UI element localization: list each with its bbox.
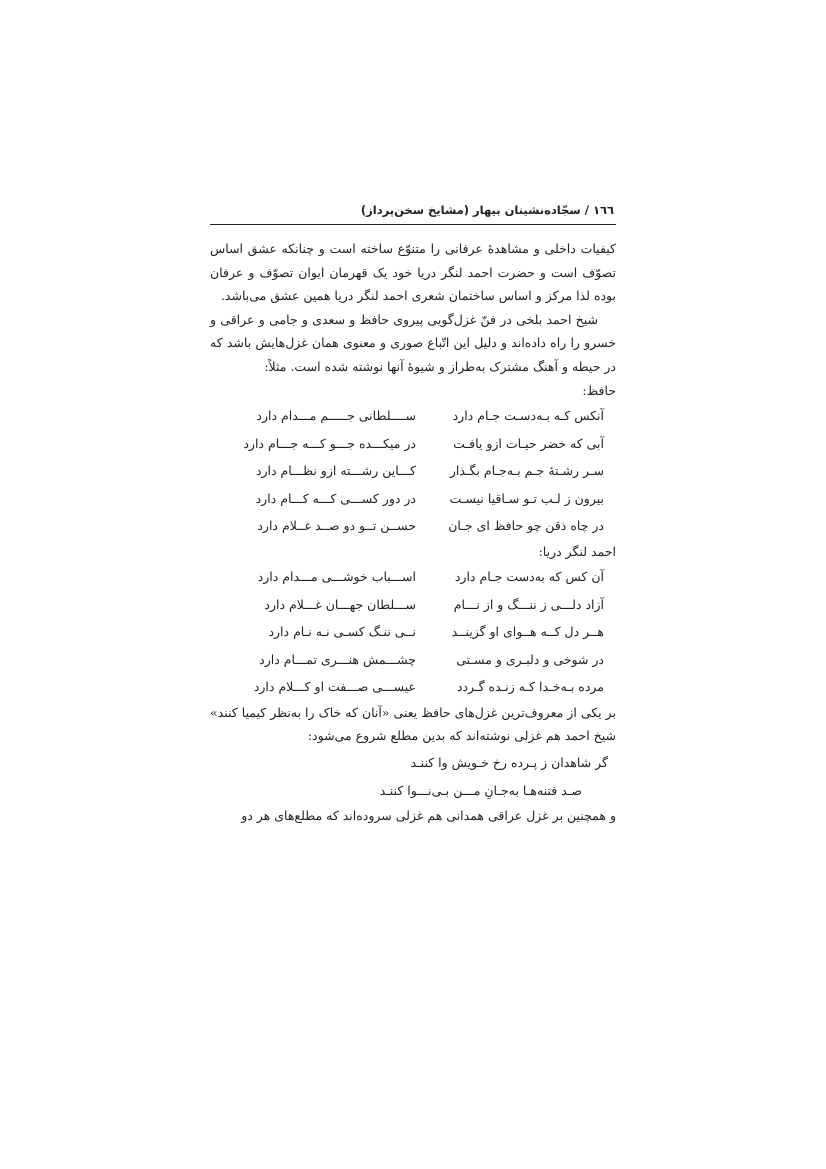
- book-page: [210, 200, 616, 828]
- paragraph-2: شیخ احمد بلخی در فنّ غزل‌گویی پیروی حافظ و سعدی و جامی و عراقی و خسرو را راه داده‌اند و دلیل این اتّباع صوری و معنوی همان غزل‌هایش باشد که در حیطه و آهنگ مشترک به‌طراز و شیوهٔ آنها نوشته شده است. مثلاً:: [210, 311, 616, 374]
- running-head: ١٦٦ / سجّاده‌نشینان بیهار (مشایخ سخن‌پرداز): [360, 203, 614, 217]
- verse-row: [210, 618, 616, 646]
- verse-row: [210, 457, 616, 485]
- verse-row: [210, 646, 616, 674]
- verse-first-hemistich: در شوخی و دلبـری و مسـتی: [456, 651, 604, 667]
- hafez-verses: [210, 402, 616, 540]
- verse-row: [210, 485, 616, 513]
- verse-second-hemistich: در دور کســـی کـــه کـــام دارد: [255, 490, 416, 506]
- matla-second-hemistich: صـد فتنه‌هـا به‌جـانِ مـــن بـی‌نـــوا کننـد: [379, 782, 582, 798]
- verse-first-hemistich: در چاه ذقن چو حافظ ای جـان: [448, 518, 604, 534]
- verse-row: [210, 512, 616, 540]
- verse-row: [210, 673, 616, 701]
- verse-second-hemistich: در میکـــده جـــو کـــه جـــام دارد: [243, 435, 416, 451]
- matla-first-hemistich: گر شاهدان ز پـرده رخ خـویش وا کننـد: [410, 754, 608, 770]
- verse-second-hemistich: حســن تــو دو صــد غــلام دارد: [257, 518, 416, 534]
- verse-first-hemistich: آزاد دلـــی ز ننـــگ و از نـــام: [453, 596, 604, 612]
- verse-row: [210, 591, 616, 619]
- verse-first-hemistich: آنکس کـه بـه‌دسـت جـام دارد: [452, 408, 604, 424]
- verse-row: [210, 430, 616, 458]
- verse-first-hemistich: هــر دل کــه هــوای او گزینــد: [451, 624, 604, 640]
- verse-second-hemistich: ســــلطانی جـــــم مـــدام دارد: [256, 408, 416, 424]
- verse-row: [210, 402, 616, 430]
- paragraph-3: بر یکی از معروف‌ترین غزل‌های حافظ یعنی «آنان که خاک را به‌نظر کیمیا کنند» شیخ احمد هم غزلی نوشته‌اند که بدین مطلع شروع می‌شود:: [210, 704, 616, 744]
- verse-first-hemistich: بیرون ز لـب تـو سـاقیا نیسـت: [449, 490, 604, 506]
- verse-second-hemistich: عیســـی صـــفت او کـــلام دارد: [253, 679, 416, 695]
- verse-second-hemistich: کـــاین رشـــته ازو نظـــام دارد: [255, 463, 416, 479]
- verse-second-hemistich: نــی ننـگ کسـی نـه نـام دارد: [268, 624, 416, 640]
- paragraph-4: و همچنین بر غزل عراقی همدانی هم غزلی سروده‌اند که مطلع‌های هر دو: [241, 807, 616, 823]
- verse-second-hemistich: ســـلطان جهـــان غـــلام دارد: [264, 596, 416, 612]
- paragraph-1: کیفیات داخلی و مشاهدهٔ عرفانی را متنوّع ساخته است و چنانکه عشق اساس تصوّف است و حضرت احمد لنگر دریا خود یک قهرمان ایوان تصوّف و عرفان بوده لذا مرکز و اساس ساختمان شعری احمد لنگر دریا همین عشق می‌باشد.: [210, 241, 616, 304]
- hafez-label: حافظ:: [582, 382, 616, 398]
- ahmad-label: احمد لنگر دریا:: [538, 543, 616, 559]
- header-rule: [210, 224, 616, 225]
- verse-first-hemistich: سـر رشـتهٔ جـم بـه‌جـام بگـذار: [449, 463, 604, 479]
- verse-first-hemistich: مرده بـه‌خـدا کـه زنـده گـردد: [456, 679, 604, 695]
- verse-second-hemistich: چشـــمش هنـــری تمـــام دارد: [259, 651, 416, 667]
- page-content: [210, 237, 616, 828]
- verse-row: [210, 563, 616, 591]
- verse-first-hemistich: آبی که خضر حیـات ازو یافـت: [453, 435, 604, 451]
- ahmad-verses: [210, 563, 616, 701]
- verse-first-hemistich: آن کس که به‌دست جـام دارد: [454, 569, 604, 585]
- verse-second-hemistich: اســـباب خوشـــی مـــدام دارد: [257, 569, 416, 585]
